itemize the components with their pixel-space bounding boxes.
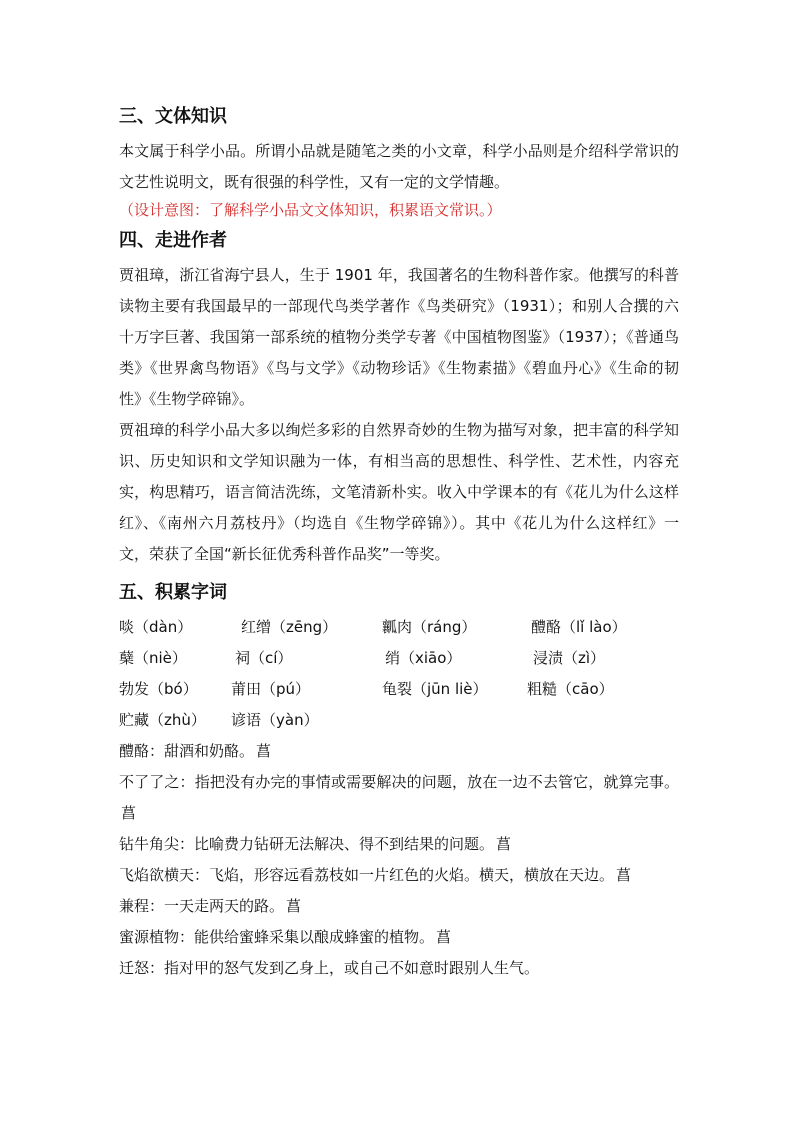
vocab-item: 浸渍（zì） bbox=[533, 649, 606, 667]
vocab-item: 莆田（pú） bbox=[231, 680, 311, 698]
definitions-list bbox=[119, 736, 679, 984]
definition-item: 蜜源植物：能供给蜜蜂采集以酿成蜂蜜的植物。 菖 bbox=[119, 928, 452, 946]
section-4-title: 四、走进作者 bbox=[119, 230, 227, 251]
vocab-item: 贮藏（zhù） bbox=[119, 711, 206, 729]
document-page bbox=[119, 104, 679, 984]
author-intro-paragraph: 贾祖璋，浙江省海宁县人，生于 1901 年，我国著名的生物科普作家。他撰写的科普读物主要有我国最早的一部现代鸟类学著作《鸟类研究》（1931）；和别人合撰的六十万字巨著、我国第一部系统的植物分类学专著《中国植物图鉴》（1937）；《普通鸟类》《世界禽鸟物语》《鸟与文学》《动物珍话》《生物素描》《碧血丹心》《生命的韧性》《生物学碎锦》。 bbox=[119, 266, 679, 408]
marker-glyph: 菖 bbox=[496, 835, 512, 853]
definition-item: 钻牛角尖：比喻费力钻研无法解决、得不到结果的问题。 菖 bbox=[119, 835, 512, 853]
definition-item: 兼程：一天走两天的路。 菖 bbox=[119, 897, 302, 915]
definition-item: 醴酪：甜酒和奶酪。 菖 bbox=[119, 742, 272, 760]
vocab-item: 醴酪（lǐ lào） bbox=[531, 618, 627, 636]
vocab-item: 龟裂（jūn liè） bbox=[382, 680, 488, 698]
vocab-item: 祠（cí） bbox=[235, 649, 293, 667]
author-works-paragraph: 贾祖璋的科学小品大多以绚烂多彩的自然界奇妙的生物为描写对象，把丰富的科学知识、历史知识和文学知识融为一体，有相当高的思想性、科学性、艺术性，内容充实，构思精巧，语言简洁洗练，文笔清新朴实。收入中学课本的有《花儿为什么这样红》、《南州六月荔枝丹》（均选自《生物学碎锦》）。其中《花儿为什么这样红》一文，荣获了全国“新长征优秀科普作品奖”一等奖。 bbox=[119, 421, 679, 563]
marker-glyph: 菖 bbox=[121, 804, 137, 822]
vocab-item: 绡（xiāo） bbox=[385, 649, 462, 667]
vocab-item: 蘖（niè） bbox=[119, 649, 187, 667]
design-intent-note: （设计意图：了解科学小品文文体知识，积累语文常识。） bbox=[119, 201, 502, 219]
vocab-item: 谚语（yàn） bbox=[231, 711, 319, 729]
vocab-item: 红缯（zēng） bbox=[241, 618, 338, 636]
marker-glyph: 菖 bbox=[256, 742, 272, 760]
marker-glyph: 菖 bbox=[286, 897, 302, 915]
vocab-item: 粗糙（cāo） bbox=[527, 680, 614, 698]
vocab-item: 勃发（bó） bbox=[119, 680, 198, 698]
marker-glyph: 菖 bbox=[436, 928, 452, 946]
vocab-item: 瓤肉（ráng） bbox=[382, 618, 477, 636]
definition-item: 迁怒：指对甲的怒气发到乙身上，或自己不如意时跟别人生气。 bbox=[119, 959, 540, 977]
vocabulary-grid bbox=[119, 612, 679, 736]
vocab-item: 啖（dàn） bbox=[119, 618, 193, 636]
section-3-paragraph: 本文属于科学小品。所谓小品就是随笔之类的小文章，科学小品则是介绍科学常识的文艺性说明文，既有很强的科学性，又有一定的文学情趣。 bbox=[119, 142, 679, 191]
marker-glyph: 菖 bbox=[616, 866, 632, 884]
section-5-title: 五、积累字词 bbox=[119, 582, 227, 603]
definition-item: 飞焰欲横天：飞焰，形容远看荔枝如一片红色的火焰。横天，横放在天边。 菖 bbox=[119, 866, 632, 884]
section-3-title: 三、文体知识 bbox=[119, 106, 227, 127]
definition-item: 不了了之：指把没有办完的事情或需要解决的问题，放在一边不去管它，就算完事。菖 bbox=[119, 773, 679, 822]
